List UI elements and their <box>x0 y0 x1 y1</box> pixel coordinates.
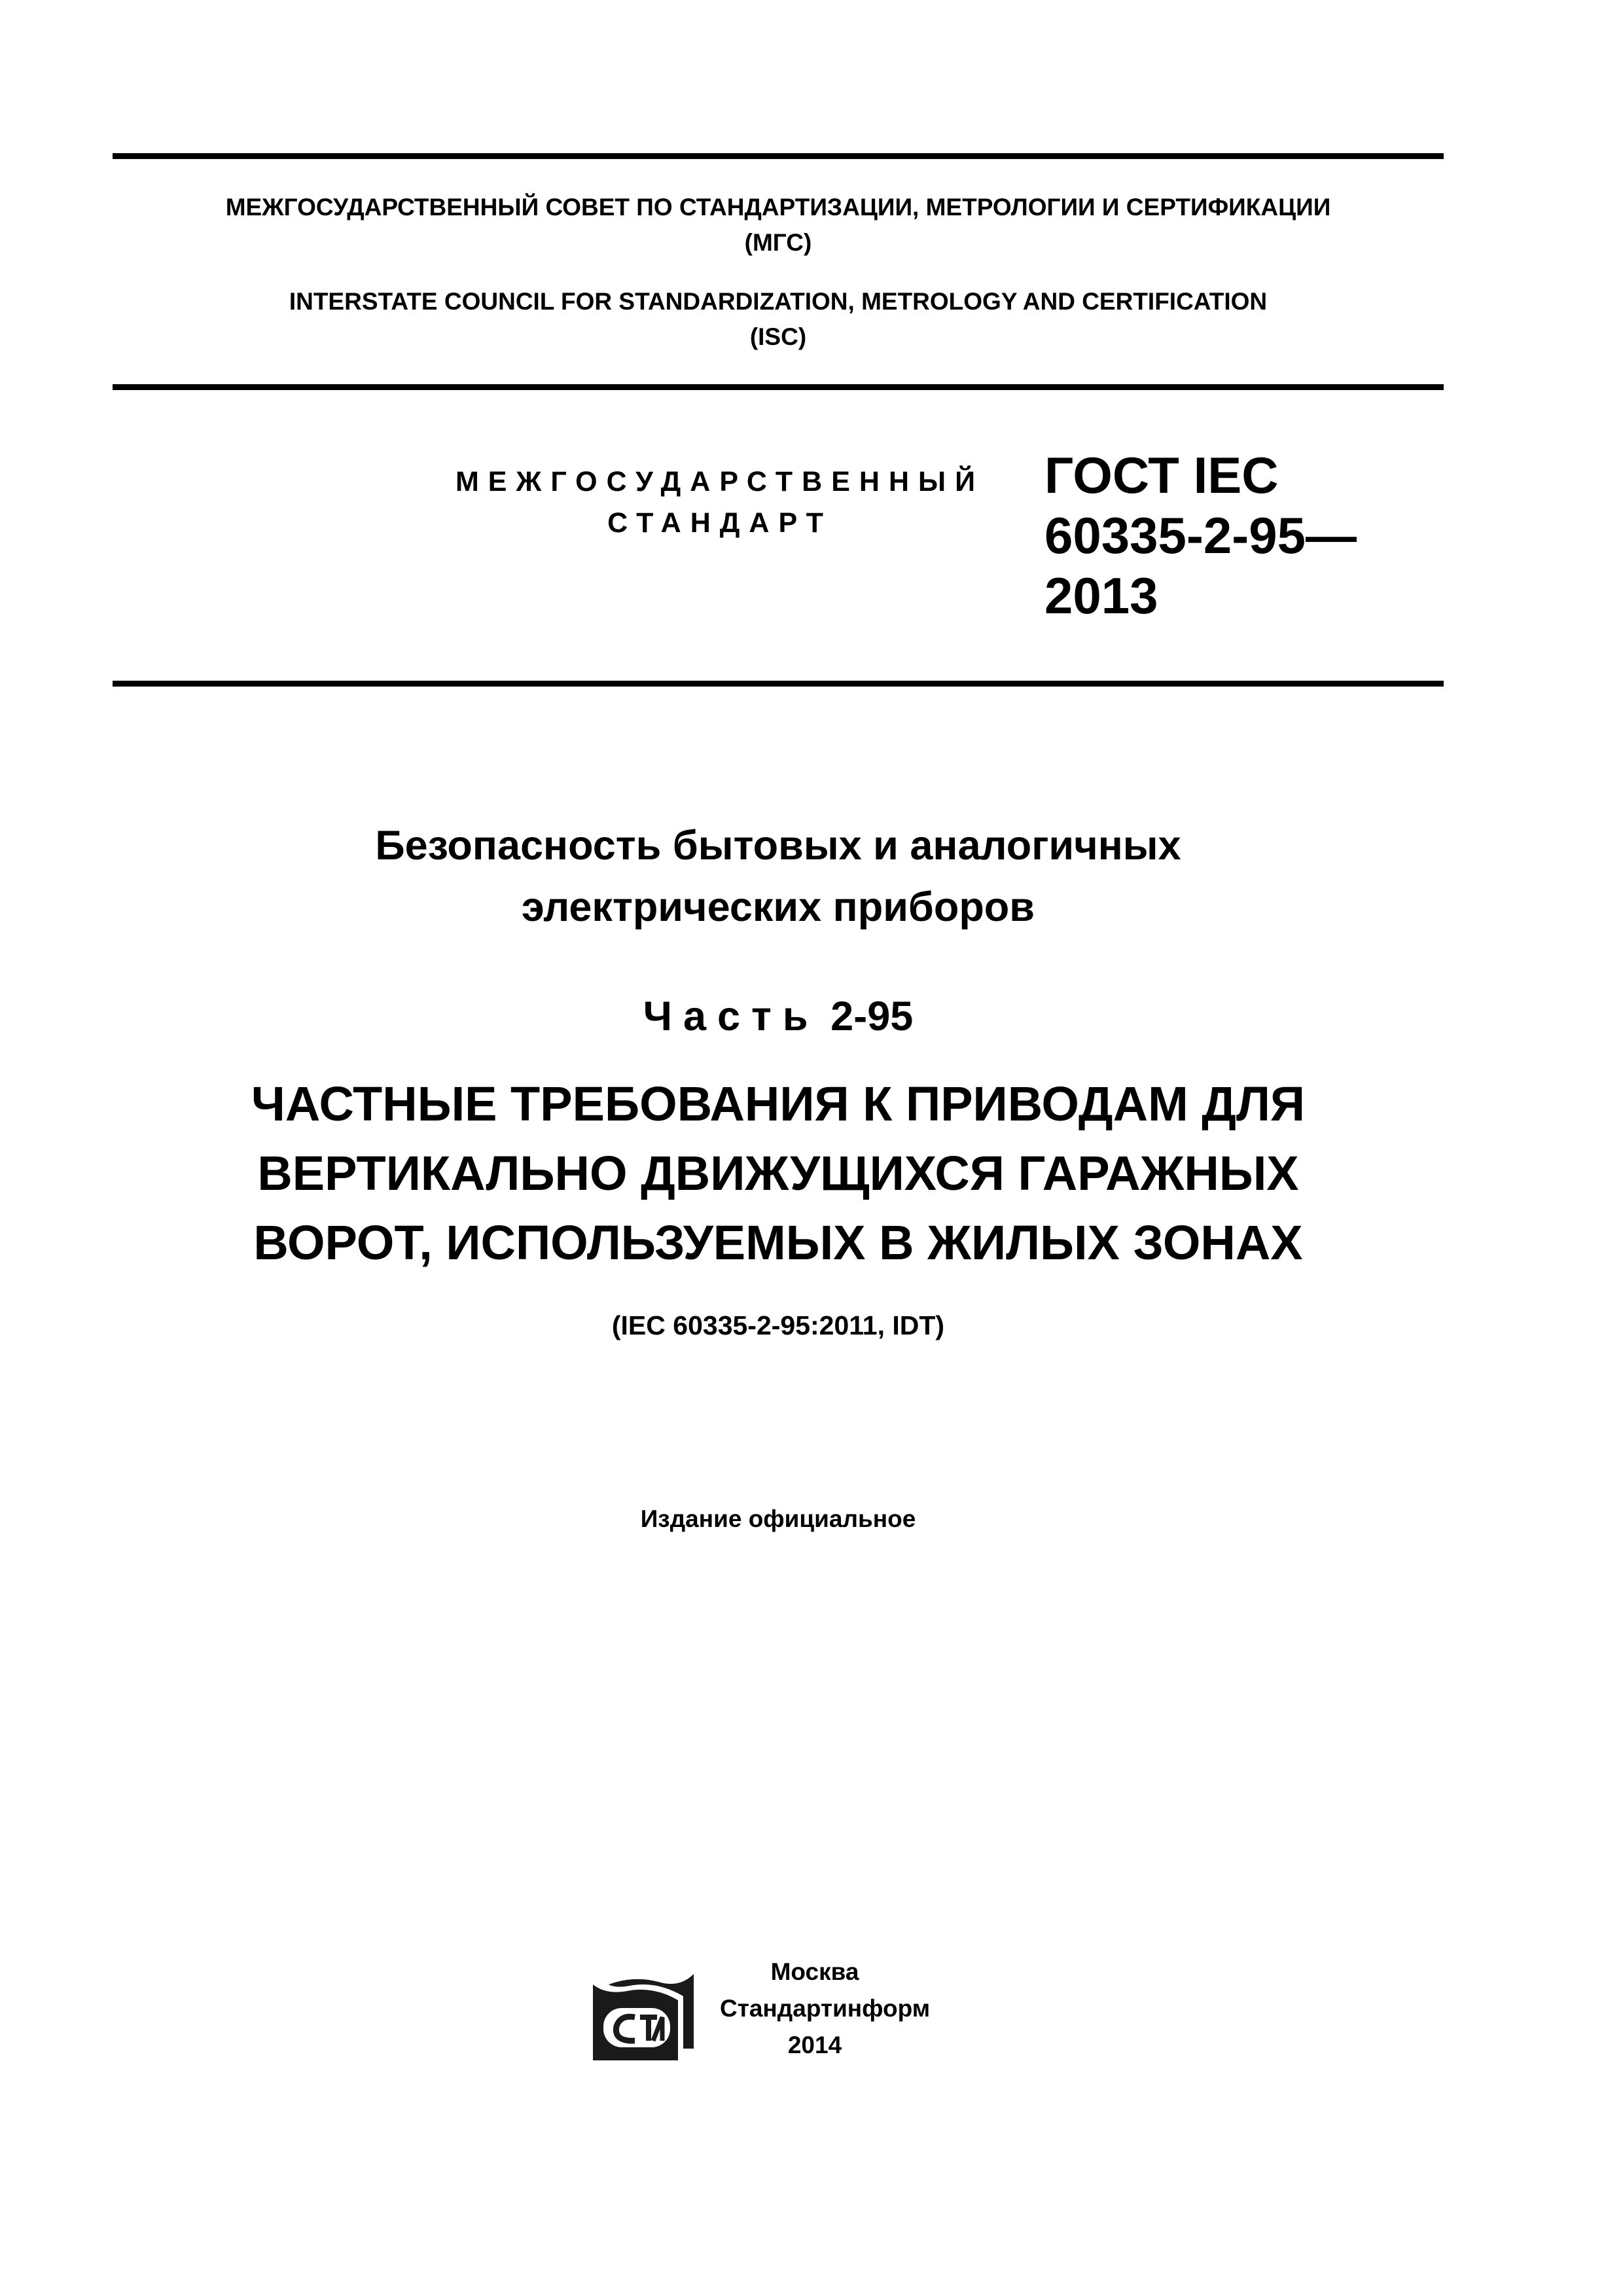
standard-kind-line1: МЕЖГОСУДАРСТВЕННЫЙ <box>455 466 985 497</box>
standard-code-line3: 2013 <box>1044 567 1158 624</box>
publisher-year: 2014 <box>787 2032 842 2058</box>
edition-label: Издание официальное <box>640 1505 916 1532</box>
publisher-city: Москва <box>770 1958 859 1985</box>
council-en-abbr: (ISC) <box>749 323 807 350</box>
council-block <box>113 190 1444 355</box>
council-en-name: INTERSTATE COUNCIL FOR STANDARDIZATION, METROLOGY AND CERTIFICATION <box>289 288 1268 315</box>
standard-code-line2: 60335-2-95— <box>1044 507 1357 564</box>
standard-kind <box>425 461 1014 544</box>
part-number: 2-95 <box>830 994 914 1039</box>
part-title-line1: ЧАСТНЫЕ ТРЕБОВАНИЯ К ПРИВОДАМ ДЛЯ <box>251 1077 1306 1131</box>
publisher-name: Стандартинформ <box>720 1995 931 2022</box>
part-title-line2: ВЕРТИКАЛЬНО ДВИЖУЩИХСЯ ГАРАЖНЫХ <box>257 1146 1299 1200</box>
top-rule <box>113 153 1444 159</box>
title-line1: Безопасность бытовых и аналогичных <box>375 823 1181 869</box>
standard-code-line1: ГОСТ IEC <box>1044 446 1279 504</box>
identical-reference: (IEC 60335-2-95:2011, IDT) <box>611 1310 945 1340</box>
publisher-block <box>720 1954 931 2064</box>
council-ru-abbr: (МГС) <box>744 229 812 256</box>
part-label <box>113 990 1444 1043</box>
council-rule <box>113 384 1444 390</box>
standard-kind-line2: СТАНДАРТ <box>607 507 832 539</box>
standartinform-logo-icon <box>589 1962 699 2060</box>
designation-rule <box>113 681 1444 687</box>
title-line2: электрических приборов <box>521 884 1035 930</box>
part-title <box>113 1069 1444 1278</box>
council-ru-name: МЕЖГОСУДАРСТВЕННЫЙ СОВЕТ ПО СТАНДАРТИЗАЦИИ, МЕТРОЛОГИИ И СЕРТИФИКАЦИИ <box>225 194 1331 221</box>
part-word: Часть <box>643 994 819 1039</box>
document-title <box>113 815 1444 938</box>
part-title-line3: ВОРОТ, ИСПОЛЬЗУЕМЫХ В ЖИЛЫХ ЗОНАХ <box>253 1215 1303 1270</box>
standard-code <box>1044 445 1437 626</box>
